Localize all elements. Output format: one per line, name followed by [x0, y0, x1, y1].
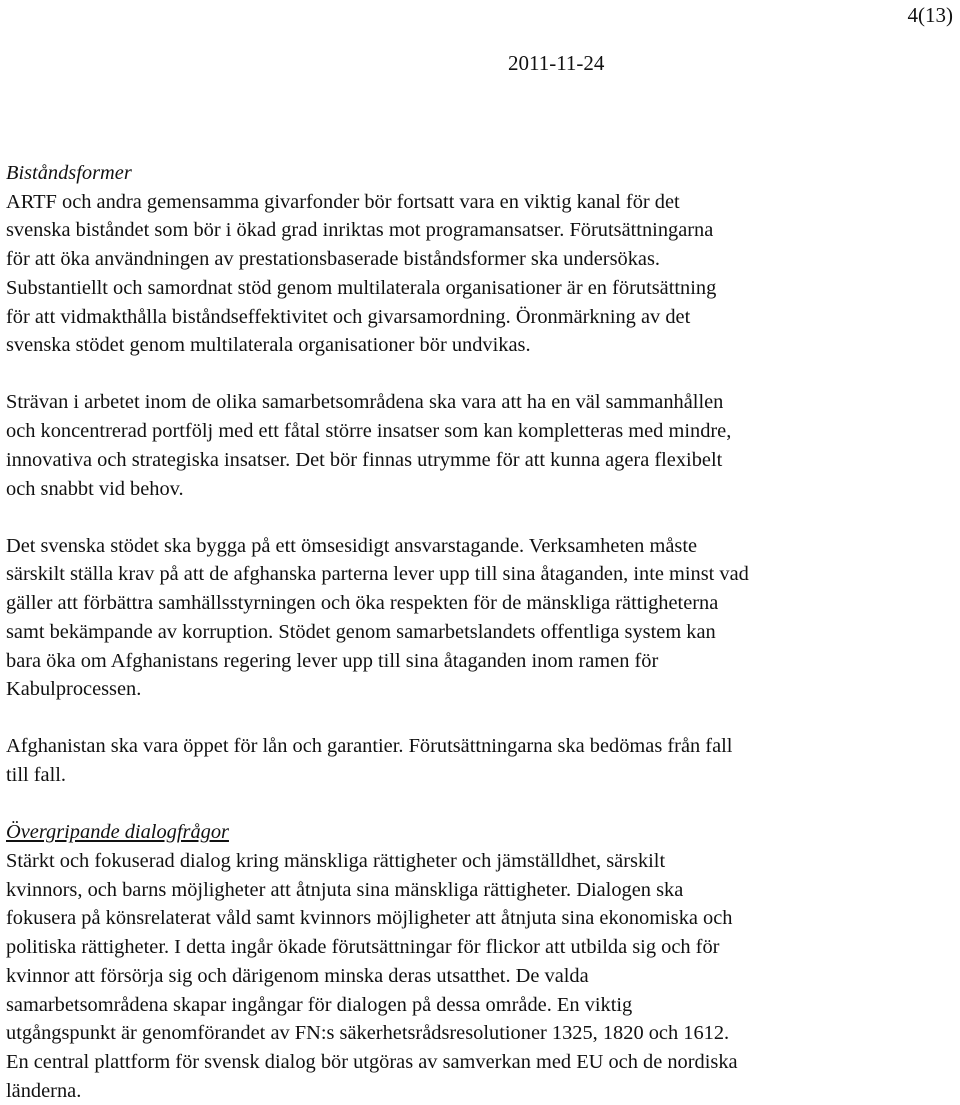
document-body	[6, 159, 956, 1105]
section-heading: Biståndsformer	[6, 162, 132, 184]
text-line: Det svenska stödet ska bygga på ett ömsesidigt ansvarstagande. Verksamheten måste	[6, 534, 698, 557]
text-line: ARTF och andra gemensamma givarfonder bör fortsatt vara en viktig kanal för det	[6, 190, 680, 213]
section-heading: Övergripande dialogfrågor	[6, 821, 229, 844]
text-line: En central plattform för svensk dialog bör utgöras av samverkan med EU och de nordiska	[6, 1050, 738, 1073]
section-bistandsformer	[6, 159, 956, 790]
text-line: särskilt ställa krav på att de afghanska parterna lever upp till sina åtaganden, inte minst vad	[6, 563, 749, 586]
text-line: bara öka om Afghanistans regering lever upp till sina åtaganden inom ramen för	[6, 649, 659, 672]
paragraph	[6, 388, 956, 503]
text-line: utgångspunkt är genomförandet av FN:s säkerhetsrådsresolutioner 1325, 1820 och 1612.	[6, 1022, 730, 1045]
paragraph	[6, 532, 956, 704]
text-line: Afghanistan ska vara öppet för lån och garantier. Förutsättningarna ska bedömas från fall	[6, 735, 733, 758]
text-line: gäller att förbättra samhällsstyrningen och öka respekten för de mänskliga rättigheterna	[6, 592, 719, 615]
text-line: Kabulprocessen.	[6, 678, 142, 701]
text-line: till fall.	[6, 764, 67, 787]
text-line: innovativa och strategiska insatser. Det bör finnas utrymme för att kunna agera flexibelt	[6, 448, 723, 471]
text-line: Stärkt och fokuserad dialog kring mänskliga rättigheter och jämställdhet, särskilt	[6, 850, 666, 873]
text-line: samarbetsområdena skapar ingångar för dialogen på dessa område. En viktig	[6, 993, 633, 1016]
text-line: och snabbt vid behov.	[6, 477, 184, 500]
text-line: kvinnors, och barns möjligheter att åtnjuta sina mänskliga rättigheter. Dialogen ska	[6, 878, 684, 901]
page-number: 4(13)	[907, 3, 953, 27]
section-overgripande-dialogfragor	[6, 818, 956, 1105]
text-line: politiska rättigheter. I detta ingår ökade förutsättningar för flickor att utbilda sig och för	[6, 936, 720, 959]
text-line: Strävan i arbetet inom de olika samarbetsområdena ska vara att ha en väl sammanhållen	[6, 391, 724, 414]
document-date: 2011-11-24	[508, 51, 605, 75]
text-line: länderna.	[6, 1079, 82, 1102]
text-line: svenska biståndet som bör i ökad grad inriktas mot programansatser. Förutsättningarna	[6, 219, 714, 242]
paragraph	[6, 847, 956, 1105]
text-line: fokusera på könsrelaterat våld samt kvinnors möjligheter att åtnjuta sina ekonomiska och	[6, 907, 733, 930]
text-line: kvinnor att försörja sig och därigenom minska deras utsatthet. De valda	[6, 964, 589, 987]
text-line: för att öka användningen av prestationsbaserade biståndsformer ska undersökas.	[6, 248, 660, 271]
text-line: och koncentrerad portfölj med ett fåtal större insatser som kan kompletteras med mindre,	[6, 420, 732, 443]
text-line: svenska stödet genom multilaterala organisationer bör undvikas.	[6, 334, 531, 357]
text-line: samt bekämpande av korruption. Stödet genom samarbetslandets offentliga system kan	[6, 620, 716, 643]
paragraph	[6, 188, 956, 360]
text-line: Substantiellt och samordnat stöd genom multilaterala organisationer är en förutsättning	[6, 276, 717, 299]
paragraph	[6, 732, 956, 789]
text-line: för att vidmakthålla biståndseffektivitet och givarsamordning. Öronmärkning av det	[6, 305, 691, 328]
